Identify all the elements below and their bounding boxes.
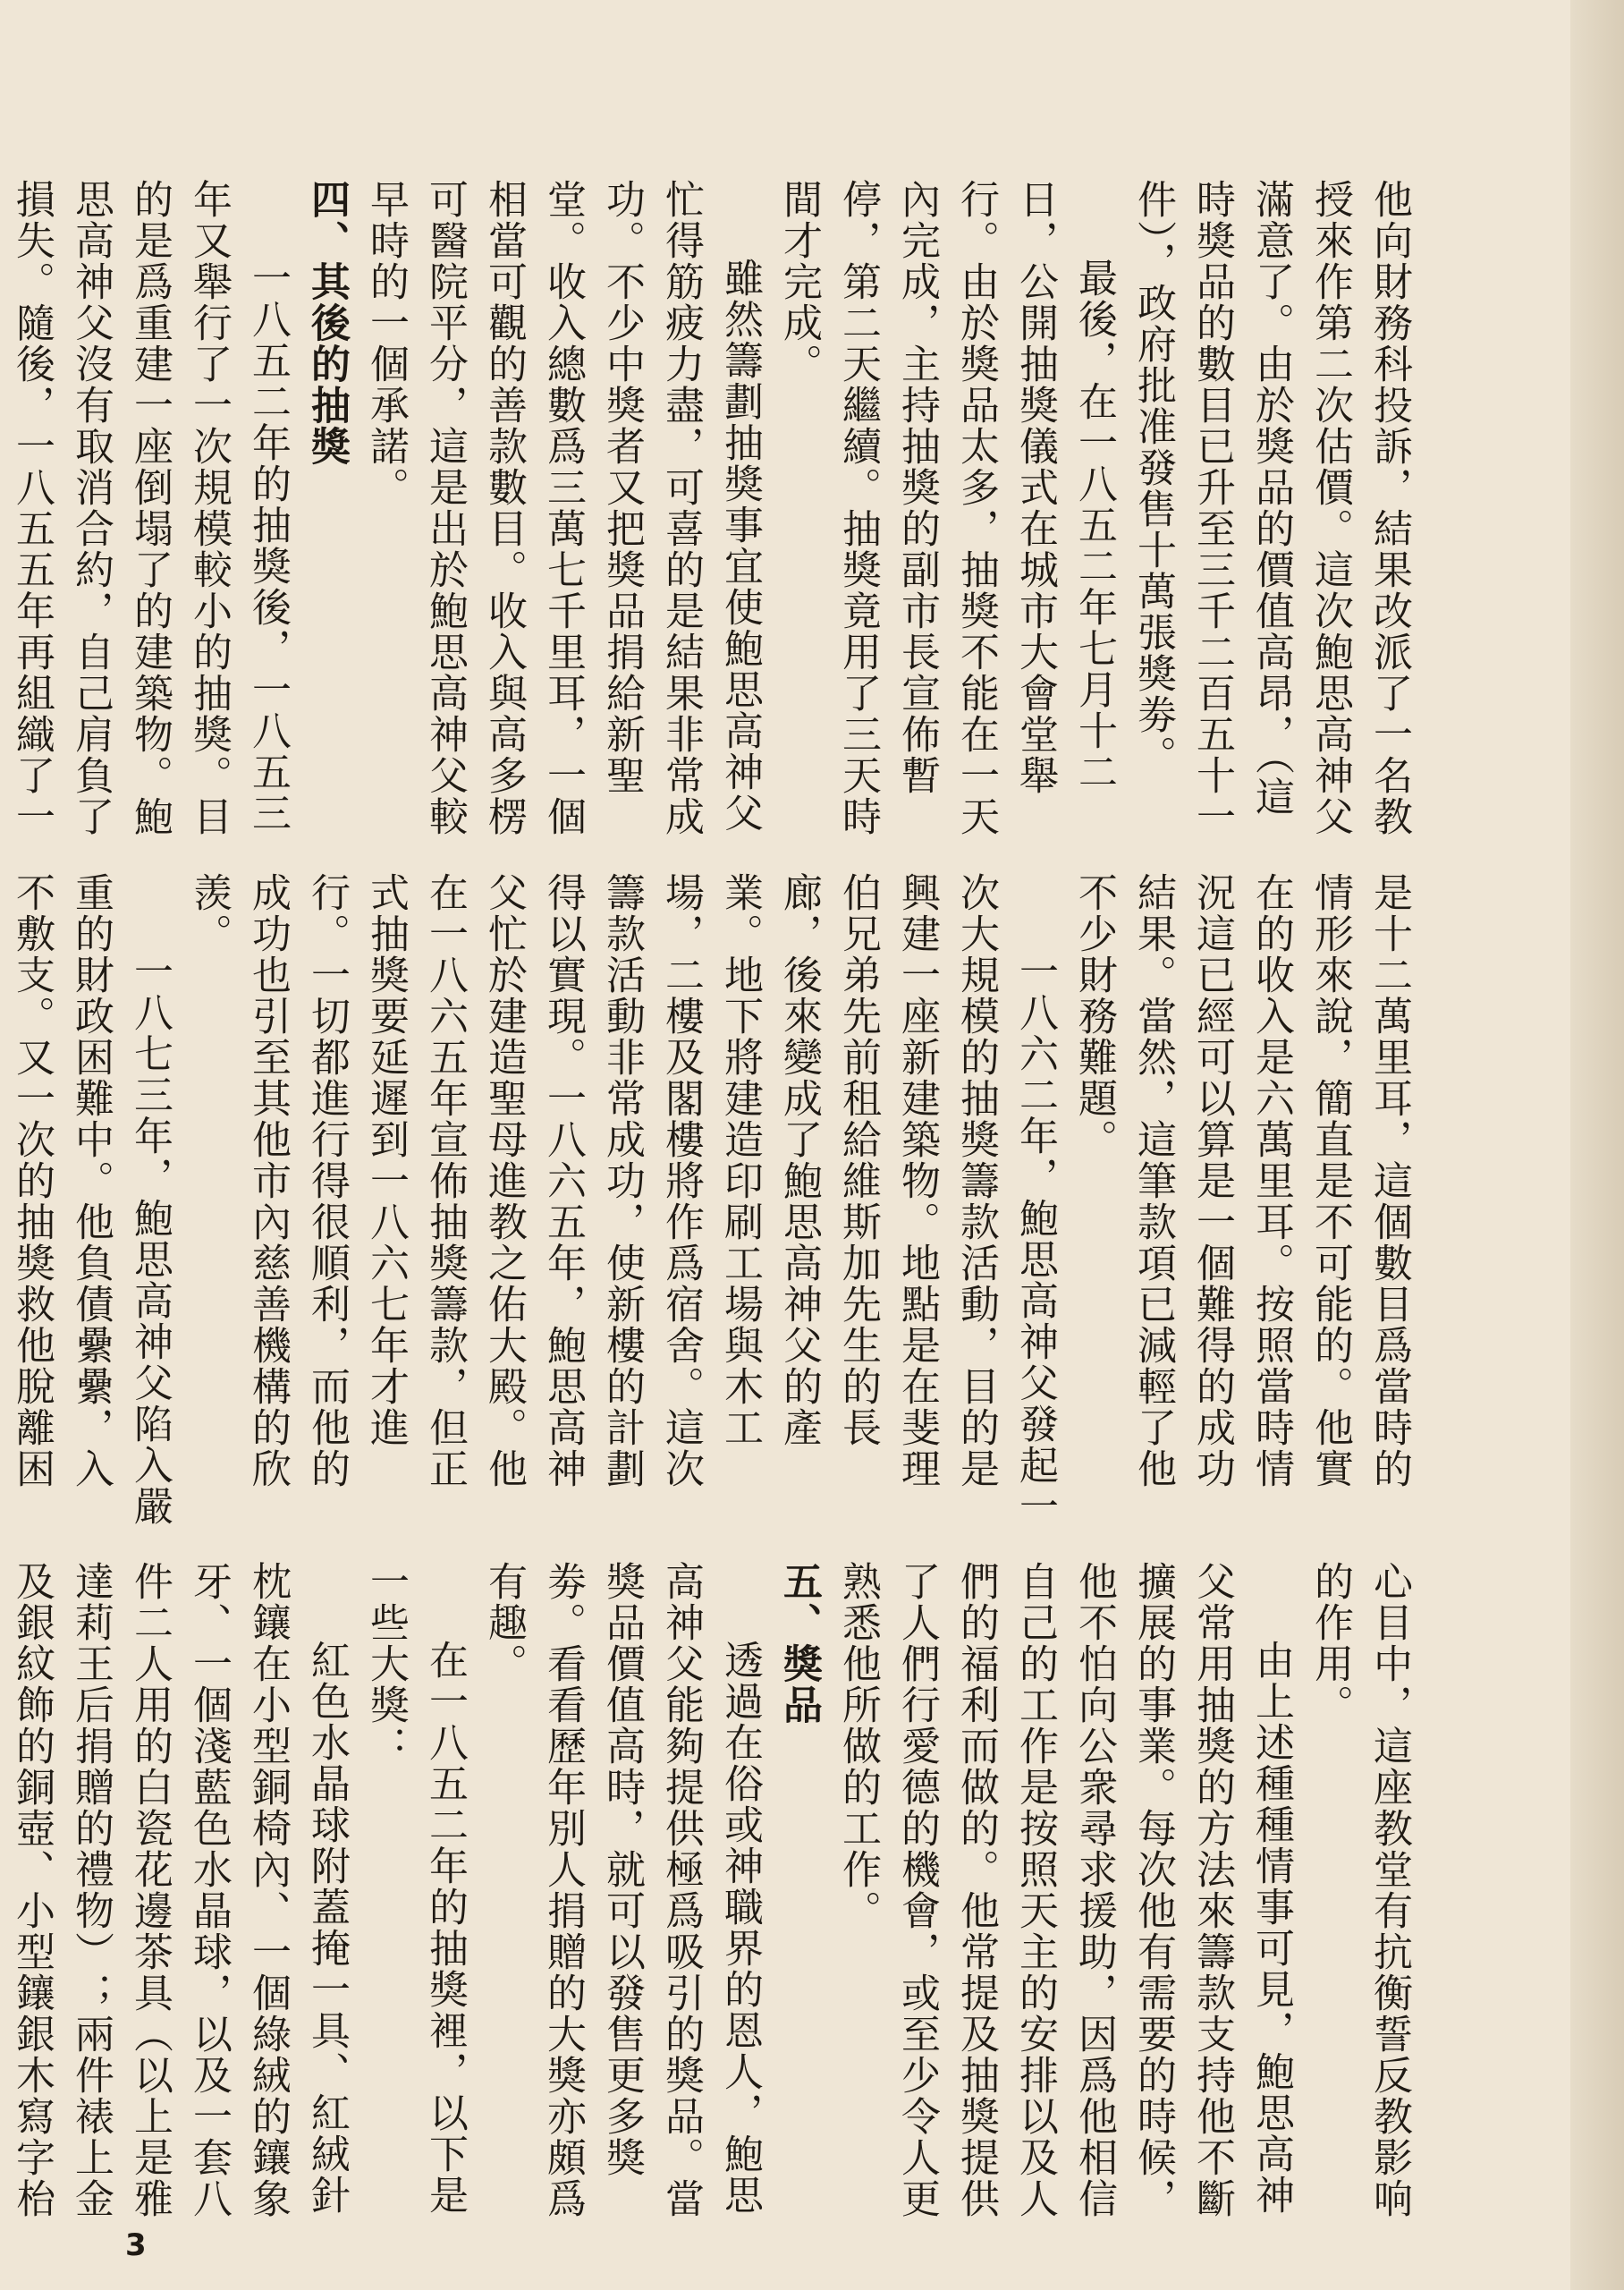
paragraph: 一八五二年的抽獎後，一八五三年又舉行了一次規模較小的抽獎。目的是爲重建一座倒塌了的建築物。鮑思高神父沒有取消合約，自己肩負了損失。隨後，一八五五年再組織了一: [9, 179, 291, 837]
page-edge: [1570, 0, 1624, 2290]
paragraph: 心目中，這座教堂有抗衡誓反教影响的作用。: [1307, 1561, 1412, 2219]
middle-text-tier: [9, 872, 1418, 1530]
paragraph: 在一八五二年的抽獎裡，以下是一些大獎：: [363, 1561, 468, 2216]
paragraph: 是十二萬里耳，這個數目爲當時的情形來說，簡直是不可能的。他實在的收入是六萬里耳。按照當時情況這已經可以算是一個難得的成功結果。當然，這筆款項已減輕了他不少財務難題。: [1071, 872, 1412, 1489]
bottom-text-tier: [9, 1561, 1418, 2241]
paragraph: 紅色水晶球附蓋掩一具、紅絨針枕鑲在小型銅椅內、一個綠絨的鑲象牙、一個淺藍色水晶球，以及一套八件二人用的白瓷花邊茶具（以上是雅達莉王后捐贈的禮物）；兩件裱上金及銀紋飾的銅壺、小型鑲銀木寫字枱: [9, 1561, 350, 2219]
paragraph: 一八六二年，鮑思高神父發起一次大規模的抽獎籌款活動，目的是興建一座新建築物。地點是在斐理伯兄弟先前租給維斯加先生的長廊，後來變成了鮑思高神父的產業。地下將建造印刷工場與木工場，二樓及閣樓將作爲宿舍。這次籌款活動非常成功，使新樓的計劃得以實現。一八六五年，鮑思高神父忙於建造聖母進教之佑大殿。他在一八六五年宣佈抽獎籌款，但正式抽獎要延遲到一八六七年才進行。一切都進行得很順利，而他的成功也引至其他市內慈善機構的欣羡。: [186, 872, 1058, 1527]
page-number: 3: [125, 2227, 147, 2263]
paragraph: 他向財務科投訴，結果改派了一名教授來作第二次估價。這次鮑思高神父滿意了。由於獎品的價值高昂，（這時獎品的數目已升至三千二百五十一件），政府批准發售十萬張獎劵。: [1130, 179, 1412, 837]
paragraph: 由上述種種情事可見，鮑思高神父常用抽獎的方法來籌款支持他不斷擴展的事業。每次他有需要的時候，他不怕向公衆尋求援助，因爲他相信自己的工作是按照天主的安排以及人們的福利而做的。他常提及抽獎提供了人們行愛德的機會，或至少令人更熟悉他所做的工作。: [835, 1561, 1294, 2219]
top-text-tier: [9, 179, 1418, 841]
paragraph: 透過在俗或神職界的恩人，鮑思高神父能夠提供極爲吸引的獎品。當獎品價值高時，就可以發售更多獎劵。看看歷年別人捐贈的大獎亦頗爲有趣。: [481, 1561, 763, 2219]
section-heading-prizes: 五、獎品: [776, 1561, 822, 1726]
paragraph: 一八七三年，鮑思高神父陷入嚴重的財政困難中。他負債纍纍，入不敷支。又一次的抽獎救他脫離困: [9, 872, 173, 1527]
section-heading-later-lotteries: 四、其後的抽獎: [304, 179, 350, 467]
paragraph: 最後，在一八五二年七月十二日，公開抽獎儀式在城市大會堂舉行。由於獎品太多，抽獎不能在一天內完成，主持抽獎的副市長宣佈暫停，第二天繼續。抽獎竟用了三天時間才完成。: [776, 179, 1117, 837]
paragraph: 雖然籌劃抽獎事宜使鮑思高神父忙得筋疲力盡，可喜的是結果非常成功。不少中獎者又把獎品捐給新聖堂。收入總數爲三萬七千里耳，一個相當可觀的善款數目。收入與高多楞可醫院平分，這是出於鮑思高神父較早時的一個承諾。: [363, 179, 763, 837]
